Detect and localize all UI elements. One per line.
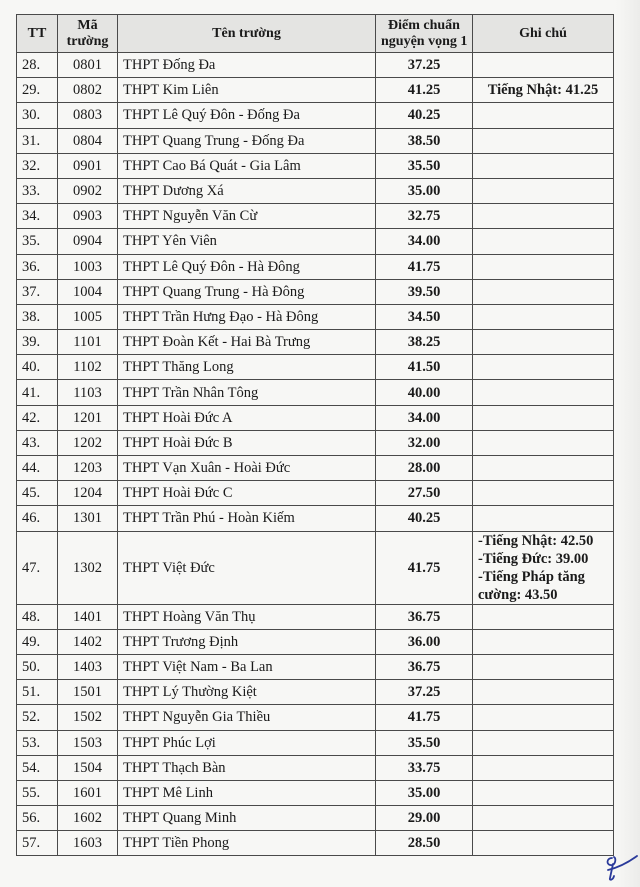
cell-ma-truong: 0801 bbox=[58, 53, 118, 78]
cell-diem-chuan: 28.50 bbox=[376, 831, 473, 856]
cell-ten-truong: THPT Nguyễn Văn Cừ bbox=[118, 204, 376, 229]
cell-ma-truong: 1201 bbox=[58, 405, 118, 430]
cell-ma-truong: 0903 bbox=[58, 204, 118, 229]
table-row bbox=[17, 405, 614, 430]
page-edge-shadow bbox=[616, 0, 640, 887]
table-row bbox=[17, 128, 614, 153]
header-ma-line2: trường bbox=[66, 33, 109, 49]
cell-tt: 38. bbox=[17, 304, 58, 329]
header-ten-truong: Tên trường bbox=[118, 15, 376, 53]
cell-ma-truong: 1504 bbox=[58, 755, 118, 780]
cell-ten-truong: THPT Đống Đa bbox=[118, 53, 376, 78]
cell-tt: 37. bbox=[17, 279, 58, 304]
cell-ten-truong: THPT Kim Liên bbox=[118, 78, 376, 103]
cell-ma-truong: 0902 bbox=[58, 178, 118, 203]
cell-tt: 46. bbox=[17, 506, 58, 531]
cell-ten-truong: THPT Quang Trung - Hà Đông bbox=[118, 279, 376, 304]
cell-diem-chuan: 32.00 bbox=[376, 430, 473, 455]
cell-diem-chuan: 36.00 bbox=[376, 629, 473, 654]
cell-ten-truong: THPT Quang Minh bbox=[118, 806, 376, 831]
table-row bbox=[17, 456, 614, 481]
table-header bbox=[17, 15, 614, 53]
cell-ghi-chu bbox=[473, 705, 614, 730]
table-row bbox=[17, 705, 614, 730]
cell-diem-chuan: 38.25 bbox=[376, 330, 473, 355]
cell-tt: 36. bbox=[17, 254, 58, 279]
cell-ten-truong: THPT Trần Nhân Tông bbox=[118, 380, 376, 405]
header-ma-truong bbox=[58, 15, 118, 53]
cell-ghi-chu bbox=[473, 806, 614, 831]
cell-tt: 51. bbox=[17, 680, 58, 705]
cell-ghi-chu bbox=[473, 330, 614, 355]
cell-ghi-chu bbox=[473, 780, 614, 805]
cell-ma-truong: 1203 bbox=[58, 456, 118, 481]
cell-tt: 34. bbox=[17, 204, 58, 229]
cell-diem-chuan: 41.50 bbox=[376, 355, 473, 380]
cell-ma-truong: 1302 bbox=[58, 531, 118, 604]
cell-ghi-chu bbox=[473, 481, 614, 506]
cell-ma-truong: 1503 bbox=[58, 730, 118, 755]
cell-ghi-chu bbox=[473, 456, 614, 481]
cell-ten-truong: THPT Vạn Xuân - Hoài Đức bbox=[118, 456, 376, 481]
signature-icon bbox=[604, 852, 638, 882]
cell-ghi-chu bbox=[473, 380, 614, 405]
cell-diem-chuan: 41.75 bbox=[376, 531, 473, 604]
cell-ma-truong: 1603 bbox=[58, 831, 118, 856]
cell-ten-truong: THPT Dương Xá bbox=[118, 178, 376, 203]
cell-ghi-chu bbox=[473, 654, 614, 679]
cell-diem-chuan: 29.00 bbox=[376, 806, 473, 831]
table-row bbox=[17, 730, 614, 755]
cell-ma-truong: 1103 bbox=[58, 380, 118, 405]
cell-ten-truong: THPT Lý Thường Kiệt bbox=[118, 680, 376, 705]
cell-diem-chuan: 35.50 bbox=[376, 153, 473, 178]
cell-ma-truong: 1101 bbox=[58, 330, 118, 355]
cell-ma-truong: 1102 bbox=[58, 355, 118, 380]
cell-ten-truong: THPT Trương Định bbox=[118, 629, 376, 654]
cell-tt: 45. bbox=[17, 481, 58, 506]
cell-ma-truong: 1202 bbox=[58, 430, 118, 455]
cell-diem-chuan: 41.25 bbox=[376, 78, 473, 103]
cell-ma-truong: 1005 bbox=[58, 304, 118, 329]
cell-diem-chuan: 33.75 bbox=[376, 755, 473, 780]
cell-tt: 41. bbox=[17, 380, 58, 405]
cell-tt: 42. bbox=[17, 405, 58, 430]
cell-tt: 47. bbox=[17, 531, 58, 604]
cell-ghi-chu bbox=[473, 229, 614, 254]
cell-ghi-chu bbox=[473, 730, 614, 755]
cell-ghi-chu bbox=[473, 254, 614, 279]
cell-ten-truong: THPT Nguyễn Gia Thiều bbox=[118, 705, 376, 730]
table-row bbox=[17, 380, 614, 405]
cell-ma-truong: 1301 bbox=[58, 506, 118, 531]
cell-ten-truong: THPT Thạch Bàn bbox=[118, 755, 376, 780]
cell-diem-chuan: 41.75 bbox=[376, 254, 473, 279]
table-row bbox=[17, 330, 614, 355]
cell-ten-truong: THPT Yên Viên bbox=[118, 229, 376, 254]
table-row bbox=[17, 629, 614, 654]
cell-ghi-chu bbox=[473, 304, 614, 329]
table-row bbox=[17, 806, 614, 831]
cell-diem-chuan: 37.25 bbox=[376, 53, 473, 78]
table-row bbox=[17, 831, 614, 856]
cell-diem-chuan: 32.75 bbox=[376, 204, 473, 229]
cell-ten-truong: THPT Hoài Đức B bbox=[118, 430, 376, 455]
cell-tt: 55. bbox=[17, 780, 58, 805]
cell-tt: 56. bbox=[17, 806, 58, 831]
table-row bbox=[17, 153, 614, 178]
ghi-chu-line: -Tiếng Nhật: 42.50 bbox=[478, 532, 594, 549]
cell-ghi-chu bbox=[473, 506, 614, 531]
cell-ten-truong: THPT Hoàng Văn Thụ bbox=[118, 604, 376, 629]
cell-ten-truong: THPT Cao Bá Quát - Gia Lâm bbox=[118, 153, 376, 178]
cell-ma-truong: 1004 bbox=[58, 279, 118, 304]
header-diem-line1: Điểm chuẩn bbox=[388, 17, 460, 33]
cell-diem-chuan: 28.00 bbox=[376, 456, 473, 481]
cell-ma-truong: 0802 bbox=[58, 78, 118, 103]
cell-tt: 50. bbox=[17, 654, 58, 679]
cell-tt: 31. bbox=[17, 128, 58, 153]
cell-tt: 35. bbox=[17, 229, 58, 254]
cell-tt: 43. bbox=[17, 430, 58, 455]
cell-diem-chuan: 36.75 bbox=[376, 654, 473, 679]
table-row bbox=[17, 430, 614, 455]
table-row bbox=[17, 204, 614, 229]
cell-tt: 53. bbox=[17, 730, 58, 755]
cell-ma-truong: 0904 bbox=[58, 229, 118, 254]
cell-ten-truong: THPT Trần Hưng Đạo - Hà Đông bbox=[118, 304, 376, 329]
table-row bbox=[17, 229, 614, 254]
cell-ghi-chu bbox=[473, 103, 614, 128]
cell-diem-chuan: 36.75 bbox=[376, 604, 473, 629]
cell-tt: 28. bbox=[17, 53, 58, 78]
cell-diem-chuan: 40.25 bbox=[376, 506, 473, 531]
cell-ghi-chu bbox=[473, 128, 614, 153]
cell-ghi-chu bbox=[473, 430, 614, 455]
cell-tt: 32. bbox=[17, 153, 58, 178]
cell-ten-truong: THPT Quang Trung - Đống Đa bbox=[118, 128, 376, 153]
cell-diem-chuan: 41.75 bbox=[376, 705, 473, 730]
cell-ma-truong: 1003 bbox=[58, 254, 118, 279]
cell-diem-chuan: 40.25 bbox=[376, 103, 473, 128]
cell-ten-truong: THPT Thăng Long bbox=[118, 355, 376, 380]
table-row bbox=[17, 53, 614, 78]
cell-diem-chuan: 34.00 bbox=[376, 405, 473, 430]
table-row bbox=[17, 103, 614, 128]
cell-ten-truong: THPT Việt Đức bbox=[118, 531, 376, 604]
ghi-chu-line: -Tiếng Đức: 39.00 bbox=[478, 550, 589, 567]
table-row bbox=[17, 531, 614, 604]
cell-ma-truong: 1401 bbox=[58, 604, 118, 629]
table-body bbox=[17, 53, 614, 856]
table-row bbox=[17, 755, 614, 780]
cell-ten-truong: THPT Đoàn Kết - Hai Bà Trưng bbox=[118, 330, 376, 355]
cell-tt: 49. bbox=[17, 629, 58, 654]
header-diem-chuan bbox=[376, 15, 473, 53]
header-ma-line1: Mã bbox=[77, 17, 98, 33]
cell-diem-chuan: 38.50 bbox=[376, 128, 473, 153]
cell-diem-chuan: 34.50 bbox=[376, 304, 473, 329]
ghi-chu-line: -Tiếng Pháp tăng bbox=[478, 568, 585, 585]
cell-ma-truong: 1402 bbox=[58, 629, 118, 654]
cell-ma-truong: 1602 bbox=[58, 806, 118, 831]
cell-diem-chuan: 39.50 bbox=[376, 279, 473, 304]
cell-ma-truong: 1601 bbox=[58, 780, 118, 805]
cell-ma-truong: 1204 bbox=[58, 481, 118, 506]
table-row bbox=[17, 780, 614, 805]
header-ghi-chu: Ghi chú bbox=[473, 15, 614, 53]
table-row bbox=[17, 506, 614, 531]
cell-tt: 30. bbox=[17, 103, 58, 128]
cell-ghi-chu bbox=[473, 178, 614, 203]
cell-ghi-chu bbox=[473, 204, 614, 229]
cell-ghi-chu bbox=[473, 755, 614, 780]
cell-ma-truong: 1501 bbox=[58, 680, 118, 705]
cell-ghi-chu bbox=[473, 279, 614, 304]
cell-ma-truong: 0901 bbox=[58, 153, 118, 178]
cell-ghi-chu bbox=[473, 53, 614, 78]
table-row bbox=[17, 654, 614, 679]
cell-diem-chuan: 37.25 bbox=[376, 680, 473, 705]
table-row bbox=[17, 355, 614, 380]
table-row bbox=[17, 604, 614, 629]
cell-tt: 57. bbox=[17, 831, 58, 856]
cell-ghi-chu bbox=[473, 531, 614, 604]
table-row bbox=[17, 279, 614, 304]
cell-diem-chuan: 34.00 bbox=[376, 229, 473, 254]
cell-ten-truong: THPT Mê Linh bbox=[118, 780, 376, 805]
header-diem-line2: nguyện vọng 1 bbox=[381, 33, 468, 49]
table-row bbox=[17, 254, 614, 279]
ghi-chu-line: cường: 43.50 bbox=[478, 586, 558, 603]
cell-ten-truong: THPT Hoài Đức C bbox=[118, 481, 376, 506]
cell-tt: 44. bbox=[17, 456, 58, 481]
cell-ten-truong: THPT Việt Nam - Ba Lan bbox=[118, 654, 376, 679]
header-tt: TT bbox=[17, 15, 58, 53]
cell-ghi-chu: Tiếng Nhật: 41.25 bbox=[473, 78, 614, 103]
cell-diem-chuan: 35.00 bbox=[376, 780, 473, 805]
cell-tt: 48. bbox=[17, 604, 58, 629]
cell-ghi-chu bbox=[473, 153, 614, 178]
table-row bbox=[17, 481, 614, 506]
table-row bbox=[17, 304, 614, 329]
cell-ma-truong: 0804 bbox=[58, 128, 118, 153]
cell-tt: 54. bbox=[17, 755, 58, 780]
cell-ma-truong: 1502 bbox=[58, 705, 118, 730]
cell-ten-truong: THPT Lê Quý Đôn - Đống Đa bbox=[118, 103, 376, 128]
cell-ghi-chu bbox=[473, 831, 614, 856]
cell-ten-truong: THPT Hoài Đức A bbox=[118, 405, 376, 430]
cell-tt: 33. bbox=[17, 178, 58, 203]
cell-ten-truong: THPT Phúc Lợi bbox=[118, 730, 376, 755]
cell-diem-chuan: 40.00 bbox=[376, 380, 473, 405]
cell-tt: 39. bbox=[17, 330, 58, 355]
cell-diem-chuan: 35.00 bbox=[376, 178, 473, 203]
table-row bbox=[17, 178, 614, 203]
cell-diem-chuan: 35.50 bbox=[376, 730, 473, 755]
cell-tt: 52. bbox=[17, 705, 58, 730]
cell-ma-truong: 1403 bbox=[58, 654, 118, 679]
admission-scores-table bbox=[16, 14, 614, 856]
cell-ghi-chu bbox=[473, 355, 614, 380]
cell-ghi-chu bbox=[473, 629, 614, 654]
table-row bbox=[17, 680, 614, 705]
table-row bbox=[17, 78, 614, 103]
cell-tt: 40. bbox=[17, 355, 58, 380]
cell-diem-chuan: 27.50 bbox=[376, 481, 473, 506]
cell-ten-truong: THPT Tiền Phong bbox=[118, 831, 376, 856]
cell-ten-truong: THPT Trần Phú - Hoàn Kiếm bbox=[118, 506, 376, 531]
cell-tt: 29. bbox=[17, 78, 58, 103]
cell-ghi-chu bbox=[473, 405, 614, 430]
cell-ma-truong: 0803 bbox=[58, 103, 118, 128]
cell-ten-truong: THPT Lê Quý Đôn - Hà Đông bbox=[118, 254, 376, 279]
cell-ghi-chu bbox=[473, 680, 614, 705]
cell-ghi-chu bbox=[473, 604, 614, 629]
